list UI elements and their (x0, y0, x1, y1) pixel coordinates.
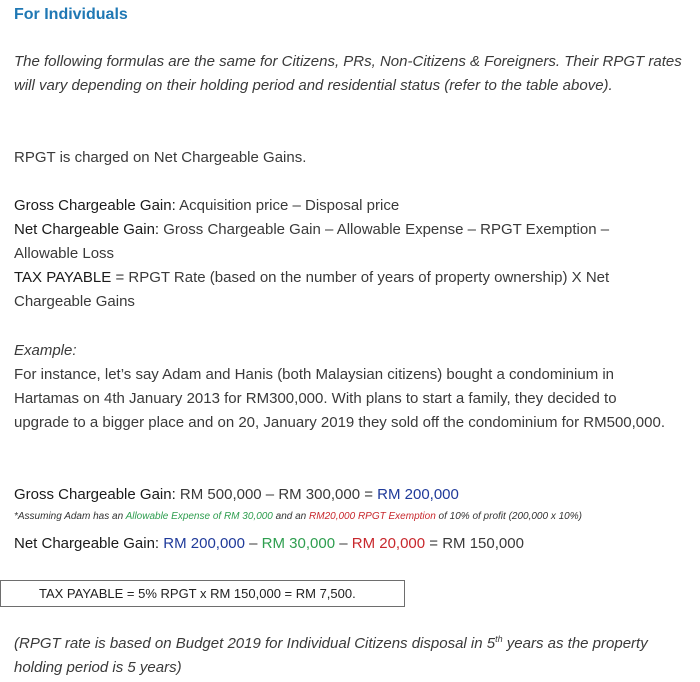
charged-on-text: RPGT is charged on Net Chargeable Gains. (14, 149, 307, 166)
example-gross-calc: RM 500,000 – RM 300,000 = (179, 486, 373, 503)
note-suffix: of 10% of profit (200,000 x 10%) (438, 511, 582, 522)
example-net-minus-2: – (339, 535, 348, 552)
formula-tax-text: = RPGT Rate (based on the number of years of property ownership) X Net Chargeable Gains (14, 269, 610, 310)
example-gross-result: RM 200,000 (377, 486, 459, 503)
example-net-line (14, 532, 686, 556)
example-gross-label: Gross Chargeable Gain: (14, 486, 176, 503)
formula-tax-label: TAX PAYABLE (14, 269, 112, 286)
note-mid: and an (275, 511, 307, 522)
example-net-exemption: RM 20,000 (351, 535, 426, 552)
formula-gross (14, 194, 686, 218)
example-net-label: Net Chargeable Gain: (14, 535, 160, 552)
footnote (14, 632, 689, 680)
formula-net-text: Gross Chargeable Gain – Allowable Expense – RPGT Exemption – Allowable Loss (14, 221, 610, 262)
formula-net-label: Net Chargeable Gain: (14, 221, 160, 238)
formula-gross-label: Gross Chargeable Gain: (14, 197, 176, 214)
assumption-note (14, 508, 686, 526)
tax-payable-box: TAX PAYABLE = 5% RPGT x RM 150,000 = RM 7,500. (0, 580, 405, 607)
note-allowable-expense: Allowable Expense of RM 30,000 (125, 511, 273, 522)
formula-tax (14, 266, 664, 314)
note-rpgt-exemption: RM20,000 RPGT Exemption (309, 511, 436, 522)
example-net-gross: RM 200,000 (163, 535, 245, 552)
intro-paragraph: The following formulas are the same for Citizens, PRs, Non-Citizens & Foreigners. Their RPGT rates will vary depending on their holding period and residential status (refer to the table above). (14, 53, 682, 94)
note-prefix: *Assuming Adam has an (14, 511, 124, 522)
section-heading: For Individuals (14, 6, 128, 23)
example-label: Example: (14, 342, 77, 359)
formula-net (14, 218, 654, 266)
example-paragraph: For instance, let’s say Adam and Hanis (both Malaysian citizens) bought a condominium in Hartamas on 4th January 2013 for RM300,000. With plans to start a family, they decided to upgrade to a bigger place and on 20, January 2019 they sold off the condominium for RM500,000. (14, 366, 665, 431)
example-net-result: = RM 150,000 (429, 535, 524, 552)
footnote-before: (RPGT rate is based on Budget 2019 for Individual Citizens disposal in 5 (14, 635, 496, 652)
example-net-minus-1: – (249, 535, 258, 552)
example-gross-line (14, 483, 686, 507)
formula-gross-text: Acquisition price – Disposal price (179, 197, 400, 214)
footnote-after: years as the property holding period is 5 years) (14, 635, 648, 676)
footnote-sup: th (495, 634, 503, 644)
example-net-expense: RM 30,000 (261, 535, 336, 552)
